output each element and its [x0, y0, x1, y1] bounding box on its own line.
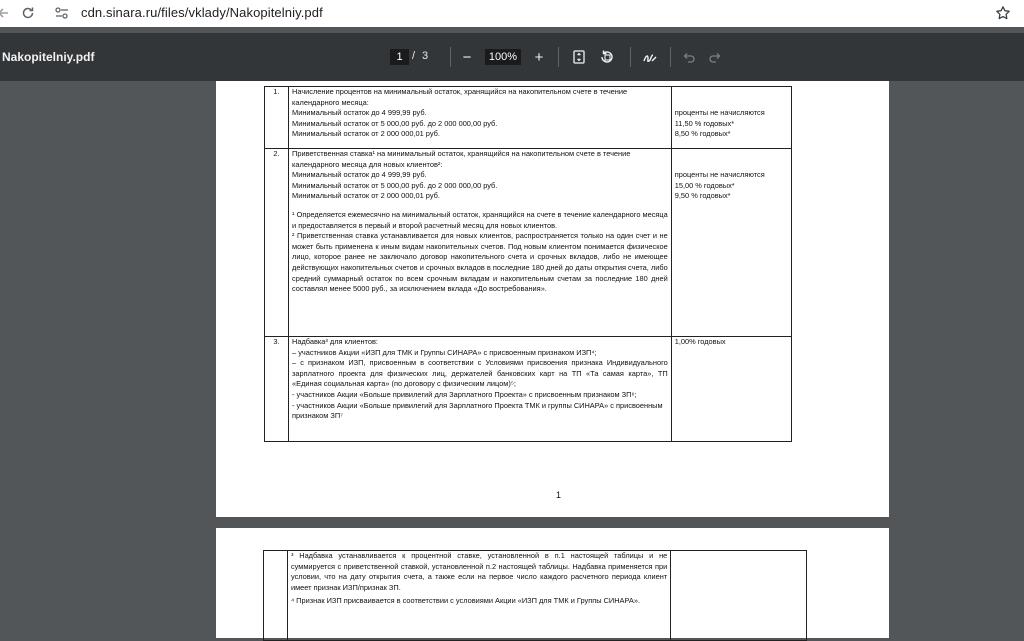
description-line: Минимальный остаток от 2 000 000,01 руб. — [292, 191, 440, 201]
rate-value: 8,50 % годовых* — [674, 129, 731, 139]
row-number: 2. — [265, 149, 289, 337]
spacer — [292, 202, 668, 210]
description-line: Минимальный остаток до 4 999,99 руб. — [292, 108, 427, 118]
footnote-4: ⁴ Признак ИЗП присваивается в соответствии с условиями Акции «ИЗП для ТМК и Группы СИНАРА». — [290, 596, 641, 606]
undo-icon — [682, 50, 696, 64]
row-number — [264, 551, 288, 641]
bookmark-star-icon[interactable] — [992, 2, 1014, 24]
page-separator: / — [412, 50, 416, 62]
rate-value: 11,50 % годовых* — [674, 118, 735, 128]
redo-icon — [708, 50, 722, 64]
rate-value: 9,50 % годовых* — [674, 191, 731, 201]
table-row — [265, 337, 792, 442]
site-settings-icon[interactable] — [53, 5, 71, 21]
rate-value: 15,00 % годовых* — [674, 180, 735, 190]
pen-draw-icon — [642, 49, 658, 65]
rate-value: проценты не начисляются — [674, 170, 765, 179]
row-number: 1. — [265, 87, 289, 149]
rate-value: проценты не начисляются — [674, 108, 765, 117]
description-line: - участников Акции «Больше привилегий для Зарплатного Проекта» с присвоенным признаком ЗП⁶; — [292, 389, 637, 399]
page-number: 1 — [556, 490, 562, 500]
description-line: – с признаком ИЗП, присвоенным в соответствии с Условиями присвоения признака Индивидуального зарплатного проекта для физических лиц, держателей банковских карт на ТП «Та самая карта», ТП «Единая социальная карта» (по договору с физическим лицом)⁵; — [292, 358, 668, 389]
table-row — [264, 551, 807, 641]
draw-button[interactable] — [639, 46, 661, 68]
description-line: Начисление процентов на минимальный остаток, хранящийся на накопительном счете в течение календарного месяца: — [292, 87, 628, 107]
spacer — [675, 87, 788, 108]
spacer — [675, 149, 788, 170]
footnote-1: ¹ Определяется ежемесячно на минимальный остаток, хранящийся на счете в течение календарного месяца и предоставляется в первый и второй расчетный месяц для новых клиентов. — [292, 209, 668, 230]
rotate-button[interactable] — [596, 46, 618, 68]
back-arrow-icon[interactable] — [0, 2, 14, 24]
description-line: Минимальный остаток от 5 000,00 руб. до 2 000 000,00 руб. — [292, 180, 498, 190]
table-row — [265, 149, 792, 337]
rate-value: 1,00% годовых — [674, 337, 726, 346]
description-line: Надбавка³ для клиентов: — [292, 337, 378, 346]
zoom-out-button[interactable] — [456, 46, 478, 68]
description-line: – участников Акции «ИЗП для ТМК и Группы СИНАРА» с присвоенным признаком ИЗП⁴; — [292, 347, 597, 357]
description-line: Минимальный остаток от 2 000 000,01 руб. — [292, 129, 440, 139]
plus-icon: + — [534, 48, 544, 66]
row-description — [289, 337, 672, 442]
reload-icon[interactable] — [17, 2, 39, 24]
row-values — [671, 149, 791, 337]
row-values — [671, 337, 791, 442]
row-values — [671, 87, 791, 149]
row-number: 3. — [265, 337, 289, 442]
pdf-toolbar — [0, 33, 1024, 81]
url-text[interactable]: cdn.sinara.ru/files/vklady/Nakopitelniy.pdf — [81, 5, 323, 20]
table-row — [265, 87, 792, 149]
toolbar-divider — [630, 47, 631, 67]
page-number-input[interactable]: 1 — [390, 49, 409, 65]
row-description — [289, 87, 672, 149]
page-total: 3 — [422, 50, 429, 62]
footnotes-table — [263, 550, 807, 641]
description-line: Минимальный остаток от 5 000,00 руб. до 2 000 000,00 руб. — [292, 118, 498, 128]
fit-to-page-button[interactable] — [568, 46, 590, 68]
description-line: Приветственная ставка¹ на минимальный остаток, хранящийся на накопительном счете в течение календарного месяца для новых клиентов²: — [292, 149, 631, 169]
row-description — [287, 551, 670, 641]
footnote-2: ² Приветственная ставка устанавливается для новых клиентов, распространяется только на один счет и не может быть применена к иным видам накопительных счетов. Под новым клиентом понимается физическое лицо, которое ранее не заключало договор накопительного счета и срочных вкладов, либо не имеющее действующих накопительных счетов и срочных вкладов в последние 180 дней до даты открытия счета, либо средний суммарный остаток по всем срочным вкладам и накопительным счетам за последние 180 дней составлял менее 5000 руб., за исключением вклада «До востребования». — [292, 231, 668, 294]
redo-button[interactable] — [704, 46, 726, 68]
document-title: Nakopitelniy.pdf — [2, 50, 95, 64]
fit-page-icon — [573, 50, 585, 64]
description-line: Минимальный остаток до 4 999,99 руб. — [292, 170, 427, 180]
minus-icon: − — [462, 48, 472, 66]
undo-button[interactable] — [678, 46, 700, 68]
pdf-page-1 — [216, 81, 889, 517]
rotate-icon — [599, 49, 615, 65]
footnote-3: ³ Надбавка устанавливается к процентной ставке, установленной в п.1 настоящей таблицы и не суммируется с приветственной ставкой, установленной п.2 настоящей таблицы. Надбавка применяется при условии, что на дату открытия счета, а также если на первое число каждого расчетного периода клиент имеет признак ИЗП/признак ЗП. — [290, 551, 668, 592]
browser-address-bar — [0, 0, 1024, 27]
row-values — [671, 551, 807, 641]
zoom-in-button[interactable] — [528, 46, 550, 68]
description-line: - участников Акции «Больше привилегий для Зарплатного Проекта ТМК и группы СИНАРА» с присвоенным признаком ЗП⁷ — [292, 400, 663, 421]
toolbar-divider — [670, 47, 671, 67]
zoom-level-input[interactable]: 100% — [485, 49, 521, 65]
pdf-page-2 — [216, 528, 889, 638]
toolbar-divider — [450, 47, 451, 67]
rates-table — [264, 86, 792, 442]
row-description — [289, 149, 672, 337]
toolbar-divider — [558, 47, 559, 67]
